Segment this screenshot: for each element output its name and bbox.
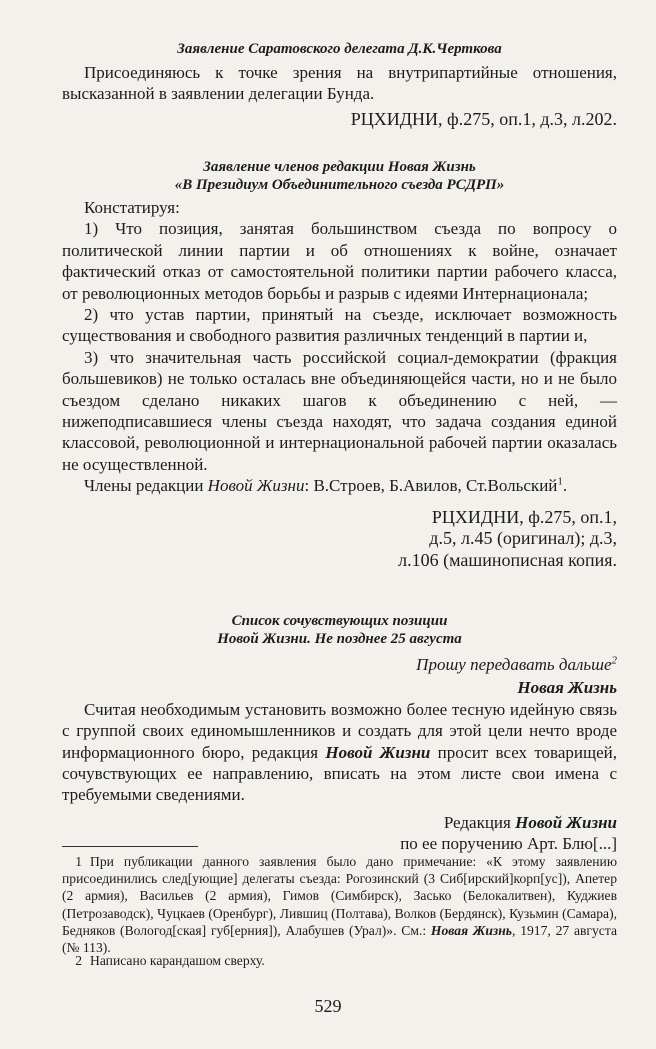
signatories-names: : В.Строев, Б.Авилов, Ст.Вольский — [304, 476, 558, 496]
statement-point-1: 1) Что позиция, занятая большинством съезда по вопросу о политической линии партии и об отношениях к войне, означает фактический отказ от самостоятельной политики партии рабочего класса, от революционных методов борьбы и разрыв с идеями Интернационала; — [62, 219, 617, 303]
footnote-ref-2: 2 — [611, 654, 617, 667]
signatories-label: Члены редакции — [84, 476, 208, 496]
sympathizers-body — [62, 699, 617, 806]
statement-title-line1: Заявление членов редакции Новая Жизнь — [203, 159, 476, 175]
footnote-1-end: , 1917, 27 августа (№ 113). — [62, 922, 617, 956]
statement-point-2: 2) что устав партии, принятый на съезде, исключает возможность существования и свободного развития различных тенденций в партии и, — [62, 305, 617, 346]
footnote-2-text: Написано карандашом сверху. — [90, 953, 265, 968]
sympathizers-list — [62, 612, 617, 855]
signature-newspaper: Новой Жизни — [515, 812, 617, 832]
footnote-2-number: 2 — [75, 953, 82, 968]
body-newspaper: Новой Жизни — [325, 742, 431, 762]
statement-signatories — [62, 475, 617, 496]
page-number: 529 — [314, 996, 342, 1016]
statement-chertkov-title: Заявление Саратовского делегата Д.К.Черткова — [177, 41, 502, 57]
footnote-ref-1: 1 — [557, 475, 563, 488]
editorial-signature — [62, 812, 617, 833]
handwritten-note — [62, 654, 617, 675]
statement-source-line3: л.106 (машинописная копия. — [398, 549, 617, 570]
statement-source — [62, 507, 617, 571]
signatories-end: . — [562, 476, 568, 496]
footnote-2 — [62, 952, 617, 969]
body-part-c: просит всех товарищей, сочувствующих ее направлению, вписать на этом листе свои имена с требуемыми сведениями. — [62, 742, 617, 805]
footnote-1-newspaper: Новая Жизнь — [430, 922, 512, 938]
footnote-1-text: При публикации данного заявления было дано примечание: «К этому заявлению присоединились след[ующие] делегаты съезда: Рогозинский (3 Сиб[ирский]корп[ус]), Апетер (2 армия), Васильев (2 армия), Гимов (Симбирск), Засько (Белокалитвен), Куджиев (Петрозаводск), Чуцкаев (Оренбург), Лившиц (Полтава), Волков (Бердянск), Кузьмин (Самара), Бедняков (Вологод[ская] губ[ерния]), Алабушев (Урал)». См.: — [62, 854, 617, 938]
footnote-1-number: 1 — [75, 854, 82, 869]
signature-label: Редакция — [443, 812, 516, 832]
newspaper-heading: Новая Жизнь — [517, 678, 617, 698]
statement-chertkov — [62, 40, 617, 130]
handwritten-note-text: Прошу передавать дальше — [416, 655, 612, 674]
sympathizers-title-line1: Список сочувствующих позиции — [231, 613, 448, 629]
body-part-a: Считая необходимым установить возможно более тесную идейную связь с группой своих единомышленников и создать для этой цели нечто вроде информационного бюро, редакция — [62, 699, 617, 762]
statement-chertkov-source: РЦХИДНИ, ф.275, оп.1, д.3, л.202. — [350, 108, 617, 129]
statement-chertkov-text: Присоединяюсь к точке зрения на внутрипартийные отношения, высказанной в заявлении делегации Бунда. — [62, 63, 617, 104]
footnote-divider — [62, 846, 198, 847]
footnote-1 — [62, 853, 617, 956]
statement-lead: Констатируя: — [84, 198, 180, 217]
statement-novaya-zhizn — [62, 158, 617, 571]
editorial-signature-2: по ее поручению Арт. Блю[...] — [400, 834, 617, 854]
statement-source-line1: РЦХИДНИ, ф.275, оп.1, — [431, 506, 617, 527]
sympathizers-title-line2: Новой Жизни. Не позднее 25 августа — [217, 631, 462, 647]
statement-title-line2: «В Президиум Объединительного съезда РСДРП» — [174, 177, 505, 193]
statement-point-3: 3) что значительная часть российской социал-демократии (фракция большевиков) не только осталась вне объединяющейся части, но и не было съездом сделано никаких шагов к объединению с ней, — нижеподписавшиеся члены съезда находят, что задача создания единой классовой, революционной и интернациональной рабочей партии оказалась не осуществленной. — [62, 347, 617, 474]
signatories-newspaper: Новой Жизни — [207, 476, 305, 496]
statement-source-line2: д.5, л.45 (оригинал); д.3, — [429, 528, 617, 549]
